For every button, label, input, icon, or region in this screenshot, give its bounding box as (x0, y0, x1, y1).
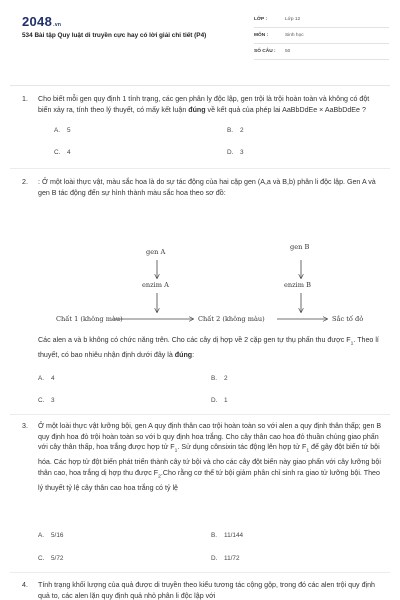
option-b[interactable]: B. 2 (211, 375, 228, 382)
option-a[interactable]: A. 5 (54, 127, 71, 134)
option-c[interactable]: C. 4 (54, 149, 71, 156)
pathway-diagram (0, 230, 400, 340)
document-meta (254, 14, 389, 62)
meta-grade: LỚP : Lớp 12 (254, 14, 389, 28)
substance-1-label: Chất 1 (không màu) (56, 315, 123, 323)
question-2-stem: : Ở một loài thực vật, màu sắc hoa là do sự tác động của hai cặp gen (A,a và B,b) phân li độc lập. Gen A và gen B tác động đến sự hình thành màu sắc hoa theo sơ đồ: (38, 178, 376, 197)
question-2: 2. : Ở một loài thực vật, màu sắc hoa là do sự tác động của hai cặp gen (A,a và B,b) phân li độc lập. Gen A và gen B tác động đến sự hình thành màu sắc hoa theo sơ đồ: (22, 177, 382, 198)
question-separator (10, 572, 390, 573)
option-b[interactable]: B. 2 (227, 127, 244, 134)
option-a[interactable]: A. 4 (38, 375, 55, 382)
question-2-continued: Các alen a và b không có chức năng trên. Cho các cây dị hợp về 2 cặp gen tự thụ phấn thu được $F_1$. Theo lí thuyết, có bao nhiêu nhận định dưới đây là đúng: (38, 336, 379, 359)
question-separator (10, 414, 390, 415)
option-d[interactable]: D. 11/72 (211, 555, 240, 562)
question-separator (10, 168, 390, 169)
question-3: 3. Ở một loài thực vật lưỡng bội, gen A quy định thân cao trội hoàn toàn so với alen a quy định thân thấp; gen B quy định hoa đỏ trội hoàn toàn so với b quy định hoa trắng. Cho cây thân cao hoa đỏ thuần chủng giao phấn với cây thân thấp, hoa trắng được hợp tử $F_1$. Sử dụng cônsixin tác động lên hợp tử $F_1$ để gây đột biến tứ bội hóa. Các hợp tử đột biến phát triển thành cây tứ bội và cho các cây đột biến này giao phấn với cây lưỡng bội thân cao, hoa trắng dị hợp thu được $F_2.Cho$ rằng cơ thể tứ bội giảm phân chỉ sinh ra giao tử lưỡng bội. Theo lý thuyết tỷ lệ cây thân cao hoa trắng có tỷ lệ (22, 422, 382, 492)
question-3-stem: Ở một loài thực vật lưỡng bội, gen A quy định thân cao trội hoàn toàn so với alen a quy định thân thấp; gen B quy định hoa đỏ trội hoàn toàn so với b quy định hoa trắng. Cho cây thân cao hoa đỏ thuần chủng giao phấn với cây thân thấp, hoa trắng được hợp tử $F_1$. Sử dụng cônsixin tác động lên hợp tử $F_1$ để gây đột biến tứ bội hóa. Các hợp tử đột biến phát triển thành cây tứ bội và cho các cây đột biến này giao phấn với cây lưỡng bội thân cao, hoa trắng dị hợp thu được $F_2.Cho$ rằng cơ thể tứ bội giảm phân chỉ sinh ra giao tử lưỡng bội. Theo lý thuyết tỷ lệ cây thân cao hoa trắng có tỷ lệ (38, 422, 382, 492)
document-title: 534 Bài tập Quy luật di truyền cực hay có lời giải chi tiết (P4) (22, 32, 207, 39)
option-d[interactable]: D. 3 (227, 149, 244, 156)
enzyme-a-label: enzim A (142, 281, 169, 289)
gene-b-label: gen B (290, 243, 310, 251)
question-4: 4. Tính trạng khối lượng của quả được di truyền theo kiểu tương tác cộng gộp, trong đó các alen trội quy định quả to, các alen lặn quy định quả nhỏ phân li độc lập với (22, 580, 382, 600)
meta-question-count: SỐ CÂU : 50 (254, 46, 389, 60)
pathway-arrows (0, 230, 400, 340)
question-1: 1. Cho biết mỗi gen quy định 1 tính trạng, các gen phân ly độc lập, gen trội là trội hoàn toàn và không có đột biến xảy ra, tính theo lý thuyết, có mấy kết luận đúng về kết quả của phép lai AaBbDdEe × AaBbDdEe ? (22, 94, 382, 115)
pigment-label: Sắc tố đỏ (332, 315, 364, 323)
enzyme-b-label: enzim B (284, 281, 311, 289)
question-1-stem: Cho biết mỗi gen quy định 1 tính trạng, các gen phân ly độc lập, gen trội là trội hoàn toàn và không có đột biến xảy ra, tính theo lý thuyết, có mấy kết luận đúng về kết quả của phép lai AaBbDdEe × AaBbDdEe ? (38, 95, 370, 114)
gene-a-label: gen A (146, 248, 166, 256)
substance-2-label: Chất 2 (không màu) (198, 315, 265, 323)
page-header (0, 0, 400, 64)
option-d[interactable]: D. 1 (211, 397, 228, 404)
meta-subject: MÔN : Sinh học (254, 30, 389, 44)
option-a[interactable]: A. 5/16 (38, 532, 64, 539)
option-b[interactable]: B. 11/144 (211, 532, 244, 539)
header-divider (10, 85, 390, 86)
question-4-stem: Tính trạng khối lượng của quả được di truyền theo kiểu tương tác cộng gộp, trong đó các alen trội quy định quả to, các alen lặn quy định quả nhỏ phân li độc lập với (38, 581, 375, 600)
option-c[interactable]: C. 3 (38, 397, 55, 404)
option-c[interactable]: C. 5/72 (38, 555, 64, 562)
site-logo[interactable]: 2048.vn (22, 14, 62, 29)
